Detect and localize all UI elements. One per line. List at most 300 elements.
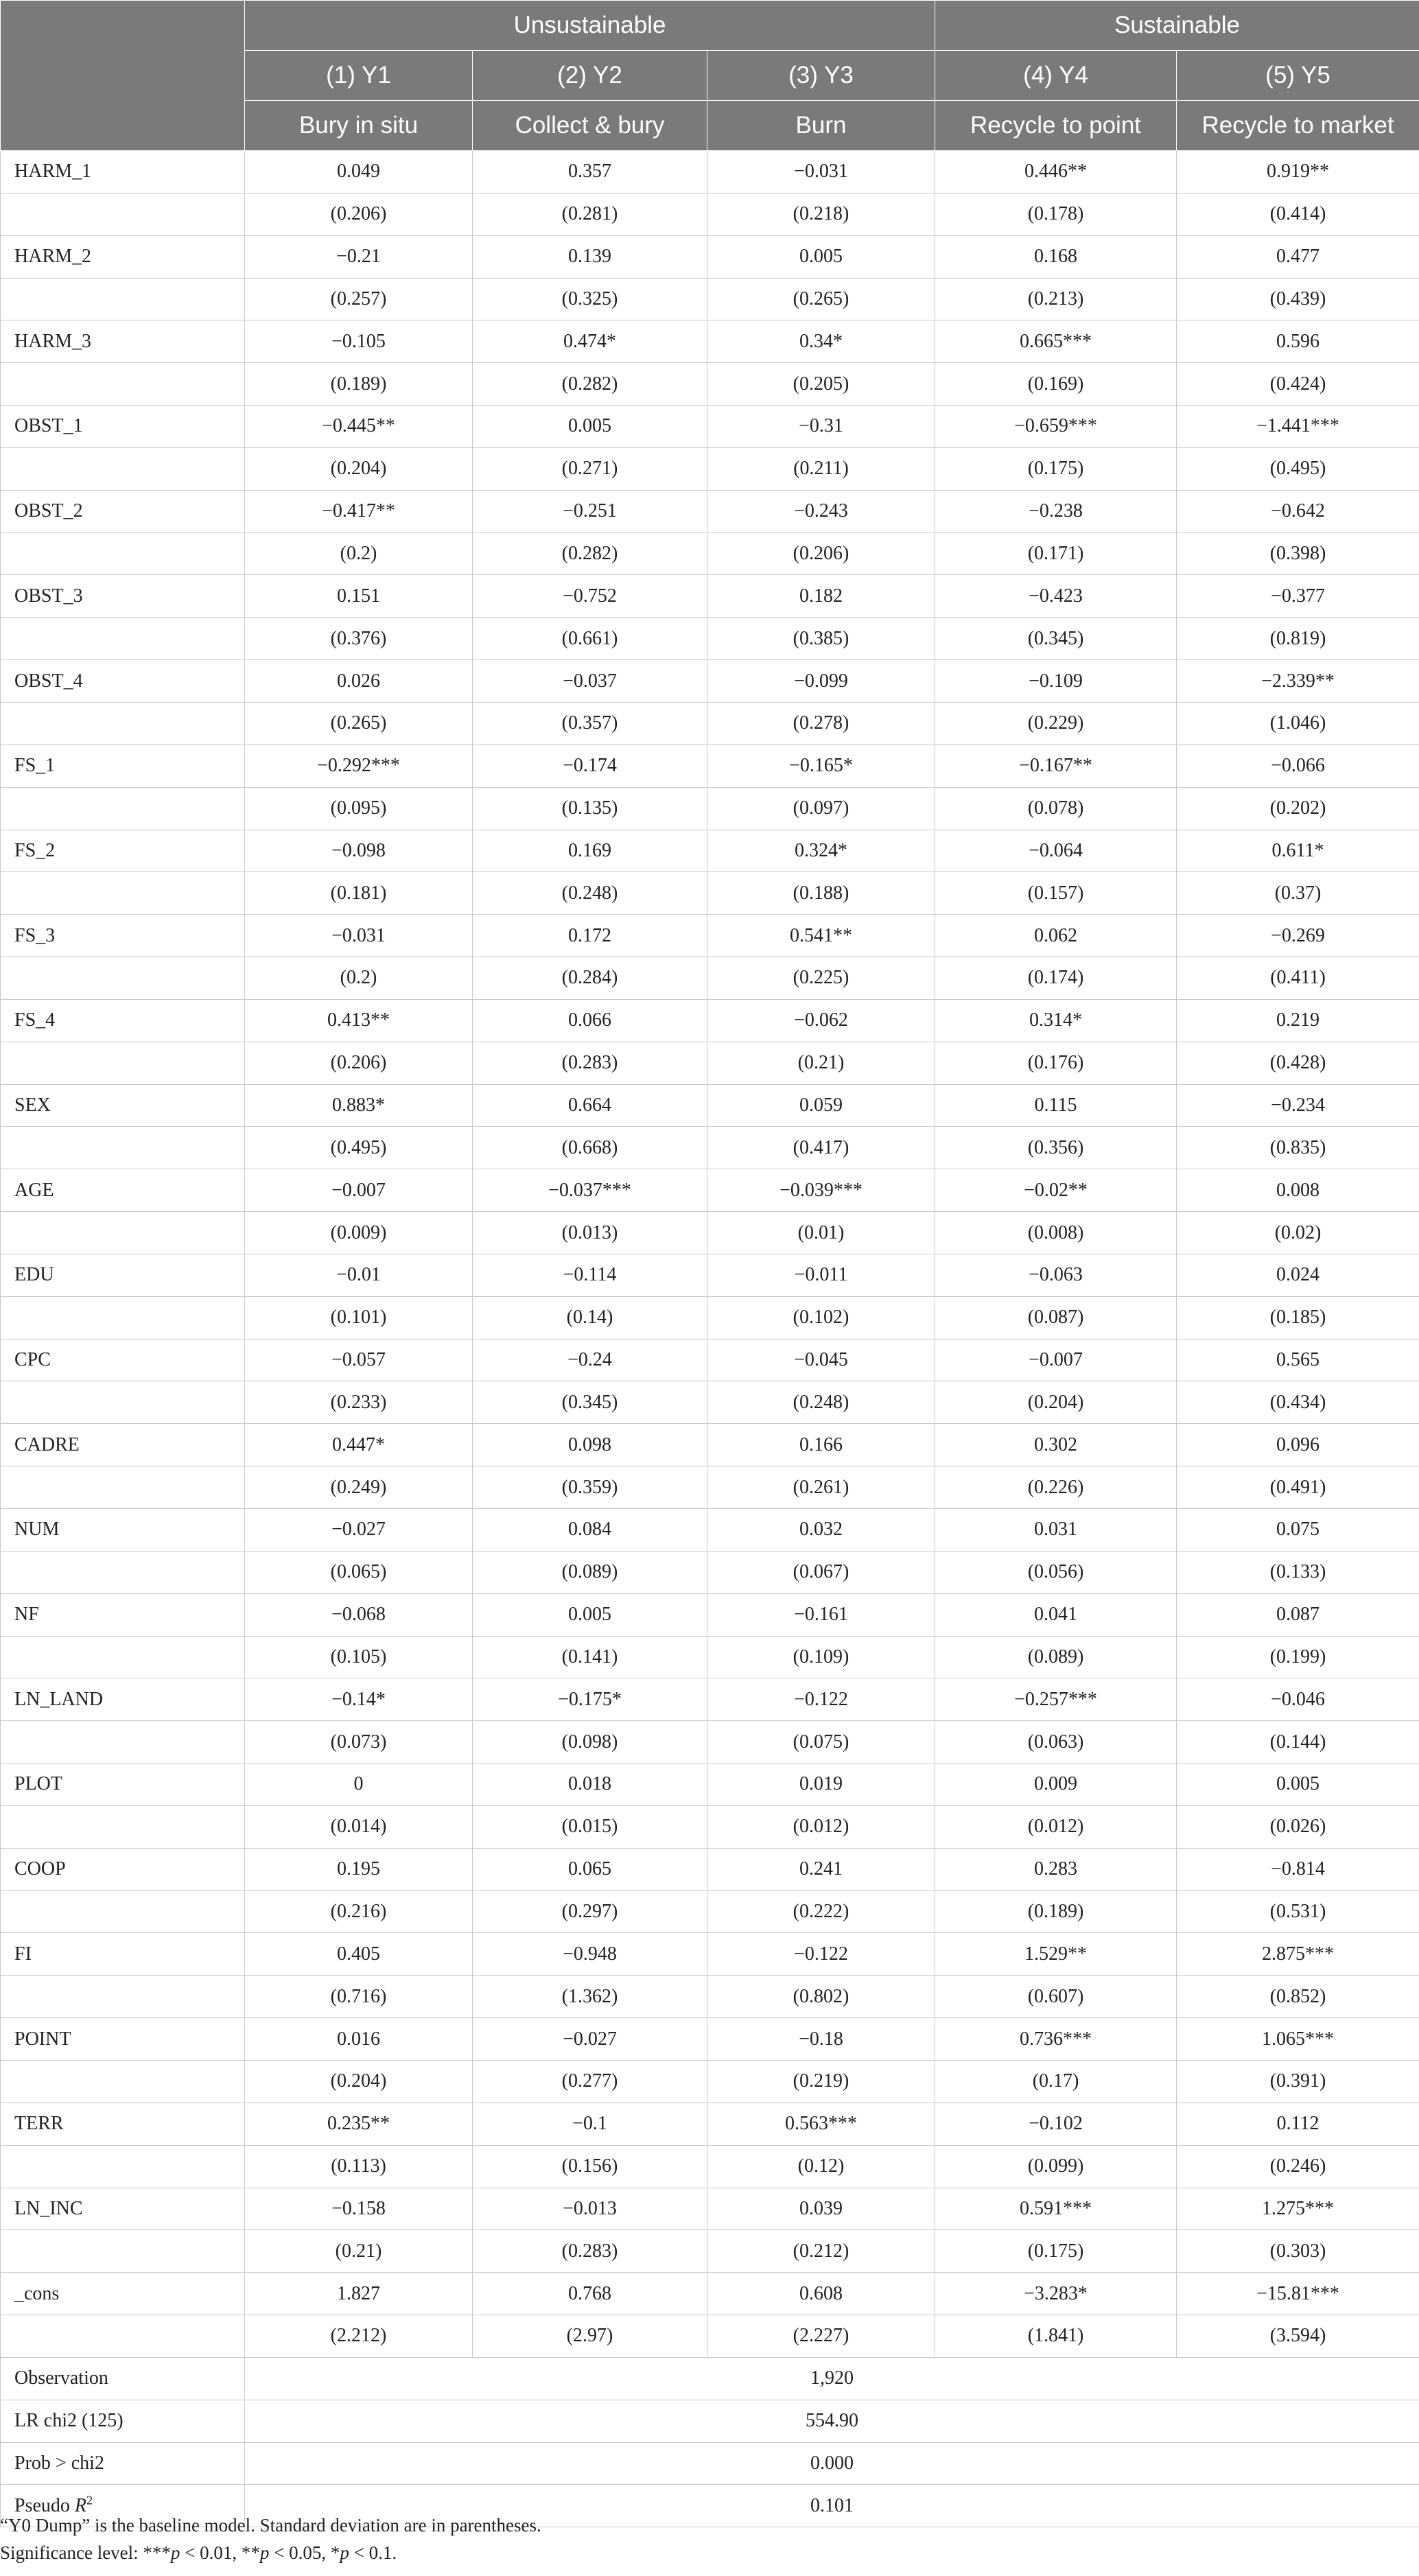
coef-cell: −0.064: [935, 830, 1177, 872]
stat-value: 1,920: [245, 2357, 1419, 2400]
se-cell: (0.391): [1177, 2060, 1419, 2103]
coef-cell: −0.257***: [935, 1678, 1177, 1721]
se-cell: (0.226): [935, 1466, 1177, 1509]
blank-cell: [1, 1381, 245, 1424]
coef-cell: 1.275***: [1177, 2188, 1419, 2230]
variable-name: FS_2: [1, 830, 245, 872]
se-row: [1, 2230, 1419, 2273]
coef-cell: 0.736***: [935, 2018, 1177, 2061]
coef-cell: −0.099: [707, 660, 935, 703]
coef-cell: 0.016: [245, 2018, 473, 2061]
se-cell: (0.156): [473, 2145, 707, 2188]
blank-cell: [1, 1636, 245, 1678]
se-cell: (0.246): [1177, 2145, 1419, 2188]
coef-cell: −0.02**: [935, 1169, 1177, 1212]
coef-row: [1, 575, 1419, 618]
coef-cell: −0.24: [473, 1339, 707, 1381]
coef-cell: −0.14*: [245, 1678, 473, 1721]
coef-cell: −0.098: [245, 830, 473, 872]
stat-label-text: Pseudo: [14, 2494, 75, 2516]
blank-cell: [1, 2315, 245, 2358]
se-cell: (0.014): [245, 1805, 473, 1848]
coef-cell: 0.008: [1177, 1169, 1419, 1212]
se-cell: (0.219): [707, 2060, 935, 2103]
se-cell: (0.222): [707, 1890, 935, 1933]
se-cell: (0.385): [707, 618, 935, 660]
se-cell: (0.211): [707, 447, 935, 490]
sig-prefix: Significance level:: [0, 2542, 143, 2563]
se-cell: (0.802): [707, 1976, 935, 2018]
se-cell: (0.434): [1177, 1381, 1419, 1424]
coef-cell: 0.166: [707, 1424, 935, 1466]
se-cell: (0.325): [473, 278, 707, 320]
blank-cell: [1, 1721, 245, 1764]
se-cell: (0.206): [245, 1042, 473, 1084]
coef-cell: −0.1: [473, 2103, 707, 2145]
se-cell: (0.835): [1177, 1127, 1419, 1169]
se-cell: (0.216): [245, 1890, 473, 1933]
coef-cell: 0.34*: [707, 320, 935, 363]
blank-cell: [1, 1805, 245, 1848]
se-cell: (0.661): [473, 618, 707, 660]
se-cell: (0.089): [935, 1636, 1177, 1678]
se-cell: (0.417): [707, 1127, 935, 1169]
coef-cell: −0.063: [935, 1254, 1177, 1296]
se-cell: (0.169): [935, 363, 1177, 406]
se-row: [1, 2145, 1419, 2188]
coef-cell: −0.007: [935, 1339, 1177, 1381]
coef-cell: −2.339**: [1177, 660, 1419, 703]
se-cell: (0.283): [473, 2230, 707, 2273]
coef-cell: −0.243: [707, 490, 935, 532]
coef-cell: 0: [245, 1764, 473, 1806]
coef-cell: −0.102: [935, 2103, 1177, 2145]
se-cell: (0.013): [473, 1212, 707, 1254]
se-row: [1, 702, 1419, 745]
blank-cell: [1, 2060, 245, 2103]
coef-cell: 0.065: [473, 1848, 707, 1890]
coef-cell: 0.324*: [707, 830, 935, 872]
se-cell: (0.257): [245, 278, 473, 320]
coef-cell: −0.046: [1177, 1678, 1419, 1721]
se-cell: (0.439): [1177, 278, 1419, 320]
se-cell: (0.283): [473, 1042, 707, 1084]
se-row: [1, 278, 1419, 320]
coef-cell: 0.541**: [707, 915, 935, 957]
blank-cell: [1, 447, 245, 490]
blank-cell: [1, 1551, 245, 1593]
coef-cell: −0.814: [1177, 1848, 1419, 1890]
se-cell: (0.248): [707, 1381, 935, 1424]
variable-name: FS_1: [1, 745, 245, 787]
coef-row: [1, 2188, 1419, 2230]
blank-cell: [1, 278, 245, 320]
blank-cell: [1, 1890, 245, 1933]
coef-cell: 0.357: [473, 151, 707, 194]
coef-row: [1, 406, 1419, 448]
variable-name: OBST_2: [1, 490, 245, 532]
variable-name: TERR: [1, 2103, 245, 2145]
variable-name: OBST_3: [1, 575, 245, 618]
coef-cell: −0.039***: [707, 1169, 935, 1212]
variable-name: HARM_1: [1, 151, 245, 194]
se-cell: (0.109): [707, 1636, 935, 1678]
coef-cell: 0.565: [1177, 1339, 1419, 1381]
se-cell: (0.176): [935, 1042, 1177, 1084]
sig-stars: ***: [143, 2542, 171, 2563]
coef-cell: 0.084: [473, 1509, 707, 1552]
se-cell: (0.012): [935, 1805, 1177, 1848]
coef-cell: −15.81***: [1177, 2273, 1419, 2315]
header-method: Bury in situ: [245, 101, 473, 151]
se-cell: (0.218): [707, 193, 935, 235]
coef-row: [1, 1678, 1419, 1721]
coef-cell: 0.151: [245, 575, 473, 618]
se-cell: (0.157): [935, 872, 1177, 915]
se-cell: (0.075): [707, 1721, 935, 1764]
se-row: [1, 1212, 1419, 1254]
coef-cell: 0.883*: [245, 1084, 473, 1127]
coef-row: [1, 915, 1419, 957]
se-cell: (0.185): [1177, 1296, 1419, 1339]
variable-name: FS_4: [1, 999, 245, 1042]
se-cell: (0.015): [473, 1805, 707, 1848]
blank-cell: [1, 957, 245, 1000]
coef-cell: −0.158: [245, 2188, 473, 2230]
se-cell: (0.099): [935, 2145, 1177, 2188]
sig-var: p: [259, 2542, 270, 2563]
coef-cell: 0.005: [707, 235, 935, 278]
coef-cell: 0.039: [707, 2188, 935, 2230]
se-cell: (0.089): [473, 1551, 707, 1593]
se-cell: (2.97): [473, 2315, 707, 2358]
se-cell: (0.102): [707, 1296, 935, 1339]
coef-cell: 0.447*: [245, 1424, 473, 1466]
se-row: [1, 1042, 1419, 1084]
variable-name: POINT: [1, 2018, 245, 2061]
sig-rest: < 0.01,: [180, 2542, 242, 2563]
blank-cell: [1, 363, 245, 406]
coef-cell: 0.075: [1177, 1509, 1419, 1552]
coef-cell: −0.292***: [245, 745, 473, 787]
coef-cell: −0.007: [245, 1169, 473, 1212]
coef-cell: −0.423: [935, 575, 1177, 618]
se-cell: (0.065): [245, 1551, 473, 1593]
se-cell: (0.135): [473, 787, 707, 830]
coef-cell: −0.161: [707, 1593, 935, 1636]
stat-label: [1, 2357, 245, 2400]
coef-cell: −0.105: [245, 320, 473, 363]
coef-row: [1, 1254, 1419, 1296]
se-cell: (0.357): [473, 702, 707, 745]
coef-cell: −0.109: [935, 660, 1177, 703]
se-cell: (0.189): [935, 1890, 1177, 1933]
se-cell: (0.668): [473, 1127, 707, 1169]
variable-name: AGE: [1, 1169, 245, 1212]
variable-name: FI: [1, 1933, 245, 1976]
coef-cell: 0.005: [473, 406, 707, 448]
coef-cell: 0.302: [935, 1424, 1177, 1466]
variable-name: CADRE: [1, 1424, 245, 1466]
se-cell: (0.063): [935, 1721, 1177, 1764]
se-cell: (0.144): [1177, 1721, 1419, 1764]
coef-row: [1, 1848, 1419, 1890]
se-cell: (2.212): [245, 2315, 473, 2358]
coef-cell: 0.919**: [1177, 151, 1419, 194]
coef-cell: 2.875***: [1177, 1933, 1419, 1976]
se-cell: (0.356): [935, 1127, 1177, 1169]
blank-cell: [1, 787, 245, 830]
coef-row: [1, 830, 1419, 872]
stat-label-text: Observation: [14, 2367, 108, 2389]
coef-cell: 0.031: [935, 1509, 1177, 1552]
se-row: [1, 1636, 1419, 1678]
coef-cell: 0.477: [1177, 235, 1419, 278]
blank-cell: [1, 1466, 245, 1509]
coef-cell: 0.018: [473, 1764, 707, 1806]
se-row: [1, 957, 1419, 1000]
se-cell: (0.398): [1177, 532, 1419, 575]
blank-cell: [1, 1127, 245, 1169]
coef-cell: −0.642: [1177, 490, 1419, 532]
variable-name: FS_3: [1, 915, 245, 957]
se-cell: (0.282): [473, 532, 707, 575]
coef-cell: −0.234: [1177, 1084, 1419, 1127]
se-row: [1, 193, 1419, 235]
coef-cell: −0.013: [473, 2188, 707, 2230]
se-row: [1, 363, 1419, 406]
se-cell: (0.133): [1177, 1551, 1419, 1593]
se-cell: (0.265): [245, 702, 473, 745]
coef-row: [1, 2018, 1419, 2061]
se-cell: (0.178): [935, 193, 1177, 235]
coef-row: [1, 235, 1419, 278]
coef-cell: −0.045: [707, 1339, 935, 1381]
se-row: [1, 618, 1419, 660]
variable-name: _cons: [1, 2273, 245, 2315]
variable-name: OBST_1: [1, 406, 245, 448]
coef-cell: −0.175*: [473, 1678, 707, 1721]
variable-name: EDU: [1, 1254, 245, 1296]
variable-name: NUM: [1, 1509, 245, 1552]
se-cell: (0.213): [935, 278, 1177, 320]
coef-cell: 1.065***: [1177, 2018, 1419, 2061]
se-cell: (0.14): [473, 1296, 707, 1339]
coef-cell: −0.062: [707, 999, 935, 1042]
se-cell: (0.01): [707, 1212, 935, 1254]
se-row: [1, 1890, 1419, 1933]
coef-cell: −0.114: [473, 1254, 707, 1296]
se-cell: (0.175): [935, 2230, 1177, 2273]
coef-cell: −0.377: [1177, 575, 1419, 618]
coef-cell: −0.027: [473, 2018, 707, 2061]
se-cell: (0.249): [245, 1466, 473, 1509]
se-cell: (0.026): [1177, 1805, 1419, 1848]
se-row: [1, 1551, 1419, 1593]
coef-cell: 0.314*: [935, 999, 1177, 1042]
table-header: [1, 1, 1419, 151]
se-cell: (0.428): [1177, 1042, 1419, 1084]
se-cell: (0.495): [1177, 447, 1419, 490]
variable-name: CPC: [1, 1339, 245, 1381]
coef-cell: 0.172: [473, 915, 707, 957]
se-cell: (3.594): [1177, 2315, 1419, 2358]
blank-cell: [1, 1976, 245, 2018]
se-cell: (0.359): [473, 1466, 707, 1509]
se-cell: (0.491): [1177, 1466, 1419, 1509]
se-cell: (0.097): [707, 787, 935, 830]
variable-name: OBST_4: [1, 660, 245, 703]
header-model: (1) Y1: [245, 51, 473, 101]
se-row: [1, 447, 1419, 490]
se-row: [1, 2060, 1419, 2103]
stat-value: 0.000: [245, 2442, 1419, 2485]
se-cell: (0.284): [473, 957, 707, 1000]
coef-cell: 0.195: [245, 1848, 473, 1890]
coef-cell: −0.122: [707, 1678, 935, 1721]
stat-row: [1, 2357, 1419, 2400]
coef-cell: 0.241: [707, 1848, 935, 1890]
se-row: [1, 872, 1419, 915]
variable-name: SEX: [1, 1084, 245, 1127]
coef-cell: −0.037: [473, 660, 707, 703]
coef-cell: 0.062: [935, 915, 1177, 957]
stat-row: [1, 2442, 1419, 2485]
sig-var: p: [340, 2542, 349, 2563]
coef-cell: −0.31: [707, 406, 935, 448]
coef-row: [1, 1169, 1419, 1212]
blank-cell: [1, 872, 245, 915]
variable-name: NF: [1, 1593, 245, 1636]
coef-cell: 0.112: [1177, 2103, 1419, 2145]
coef-cell: 0.182: [707, 575, 935, 618]
se-cell: (0.141): [473, 1636, 707, 1678]
stat-row: [1, 2400, 1419, 2442]
se-cell: (0.188): [707, 872, 935, 915]
coef-cell: 0.005: [473, 1593, 707, 1636]
se-cell: (0.303): [1177, 2230, 1419, 2273]
coef-cell: 0.066: [473, 999, 707, 1042]
header-model: (4) Y4: [935, 51, 1177, 101]
sig-rest: < 0.1.: [349, 2542, 397, 2563]
se-cell: (0.087): [935, 1296, 1177, 1339]
coef-cell: 0.115: [935, 1084, 1177, 1127]
coef-cell: 0.664: [473, 1084, 707, 1127]
se-cell: (0.265): [707, 278, 935, 320]
se-cell: (0.204): [245, 447, 473, 490]
se-cell: (0.067): [707, 1551, 935, 1593]
se-cell: (0.101): [245, 1296, 473, 1339]
se-cell: (0.411): [1177, 957, 1419, 1000]
se-cell: (0.229): [935, 702, 1177, 745]
coef-cell: 0.019: [707, 1764, 935, 1806]
stat-value: 0.101: [245, 2485, 1419, 2527]
se-cell: (0.297): [473, 1890, 707, 1933]
coef-row: [1, 1509, 1419, 1552]
se-cell: (1.841): [935, 2315, 1177, 2358]
se-cell: (0.095): [245, 787, 473, 830]
coef-cell: −1.441***: [1177, 406, 1419, 448]
coef-row: [1, 1084, 1419, 1127]
blank-cell: [1, 2230, 245, 2273]
coef-row: [1, 320, 1419, 363]
coef-cell: 0.283: [935, 1848, 1177, 1890]
coef-cell: −0.659***: [935, 406, 1177, 448]
variable-name: HARM_3: [1, 320, 245, 363]
coef-cell: 0.405: [245, 1933, 473, 1976]
blank-cell: [1, 702, 245, 745]
coef-cell: 0.009: [935, 1764, 1177, 1806]
se-cell: (2.227): [707, 2315, 935, 2358]
stat-label-text: Prob > chi2: [14, 2452, 104, 2474]
se-cell: (0.113): [245, 2145, 473, 2188]
coef-cell: −0.011: [707, 1254, 935, 1296]
coef-cell: 0.235**: [245, 2103, 473, 2145]
header-model: (2) Y2: [473, 51, 707, 101]
coef-row: [1, 2273, 1419, 2315]
se-cell: (0.078): [935, 787, 1177, 830]
coef-cell: 0.608: [707, 2273, 935, 2315]
se-cell: (0.414): [1177, 193, 1419, 235]
coef-cell: −0.238: [935, 490, 1177, 532]
coef-row: [1, 660, 1419, 703]
coef-cell: 0.611*: [1177, 830, 1419, 872]
stat-label-italic: R: [74, 2494, 87, 2516]
se-cell: (0.12): [707, 2145, 935, 2188]
se-cell: (0.233): [245, 1381, 473, 1424]
table-body: [1, 151, 1419, 2527]
header-group-row: [1, 1, 1419, 51]
note-baseline: “Y0 Dump” is the baseline model. Standard deviation are in parentheses.: [0, 2515, 541, 2536]
coef-cell: −0.21: [245, 235, 473, 278]
coef-cell: −0.027: [245, 1509, 473, 1552]
se-cell: (0.278): [707, 702, 935, 745]
coef-cell: 0.596: [1177, 320, 1419, 363]
stat-label-sup: 2: [86, 2493, 93, 2507]
se-cell: (0.21): [245, 2230, 473, 2273]
coef-cell: −0.752: [473, 575, 707, 618]
se-row: [1, 787, 1419, 830]
sig-var: p: [170, 2542, 180, 2563]
se-cell: (0.174): [935, 957, 1177, 1000]
sig-stars: **: [241, 2542, 260, 2563]
coef-cell: −0.18: [707, 2018, 935, 2061]
blank-cell: [1, 1042, 245, 1084]
coef-cell: −0.417**: [245, 490, 473, 532]
coef-row: [1, 999, 1419, 1042]
coef-cell: −0.445**: [245, 406, 473, 448]
se-row: [1, 532, 1419, 575]
coef-row: [1, 1424, 1419, 1466]
blank-cell: [1, 532, 245, 575]
coef-cell: 0.474*: [473, 320, 707, 363]
coef-cell: 0.563***: [707, 2103, 935, 2145]
se-cell: (0.17): [935, 2060, 1177, 2103]
se-cell: (1.362): [473, 1976, 707, 2018]
se-cell: (0.345): [935, 618, 1177, 660]
coef-cell: 0.768: [473, 2273, 707, 2315]
coef-cell: −0.01: [245, 1254, 473, 1296]
header-method: Burn: [707, 101, 935, 151]
se-cell: (0.2): [245, 957, 473, 1000]
se-cell: (0.175): [935, 447, 1177, 490]
coef-cell: −0.167**: [935, 745, 1177, 787]
se-row: [1, 1296, 1419, 1339]
coef-cell: 0.005: [1177, 1764, 1419, 1806]
coef-cell: 0.219: [1177, 999, 1419, 1042]
se-cell: (0.073): [245, 1721, 473, 1764]
se-cell: (0.281): [473, 193, 707, 235]
